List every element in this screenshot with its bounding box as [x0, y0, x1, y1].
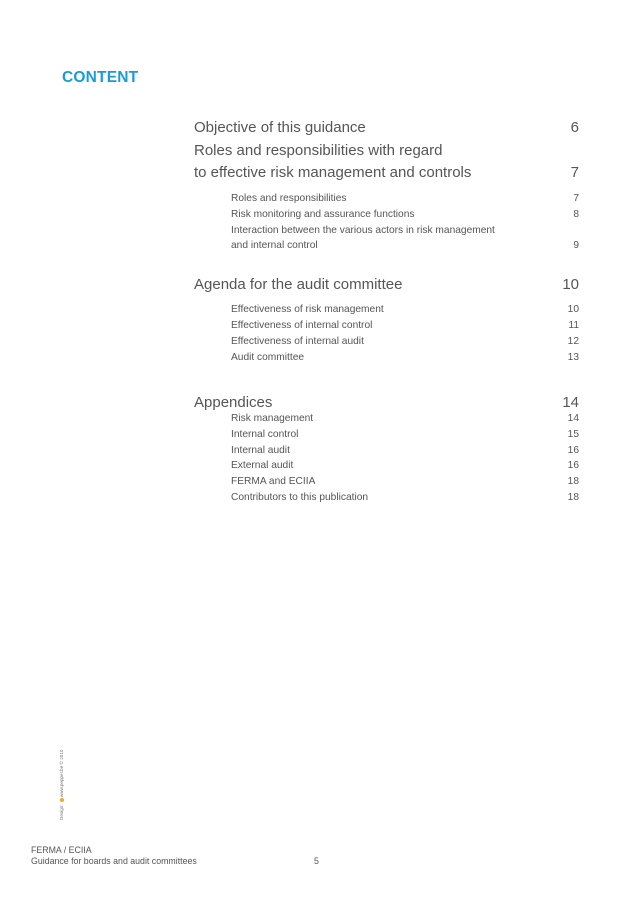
page-number: 5: [314, 856, 319, 866]
toc-entry-page: 14: [562, 394, 579, 411]
toc-subentry-page: 13: [567, 352, 579, 363]
design-credit-prefix: Design:: [59, 803, 64, 820]
toc-subentry-label: Audit committee: [231, 352, 305, 363]
toc-subentry-label: Contributors to this publication: [231, 492, 369, 503]
toc-entry-label: Appendices: [194, 394, 273, 411]
pepper-logo-icon: [60, 798, 64, 802]
toc-subentry-label: Risk management: [231, 413, 314, 424]
toc-subentry-label: Risk monitoring and assurance functions: [231, 209, 415, 220]
page-footer: [31, 845, 197, 867]
toc-subentry-label: External audit: [231, 460, 294, 471]
toc-subentry-page: 18: [567, 492, 579, 503]
toc-subentry-label: FERMA and ECIIA: [231, 476, 316, 487]
toc-subentry-page: 18: [567, 476, 579, 487]
toc-subentry-page: 16: [567, 460, 579, 471]
toc-subentry-page: 8: [573, 209, 579, 220]
toc-entry-label: Agenda for the audit committee: [194, 276, 403, 293]
toc-subentry-page: 12: [567, 336, 579, 347]
toc-subentry-page: 10: [567, 304, 579, 315]
toc-subentry-label: Internal audit: [231, 445, 290, 456]
toc-entry-label: Roles and responsibilities with regard: [194, 142, 443, 159]
footer-publication-title: Guidance for boards and audit committees: [31, 856, 197, 866]
page-title: CONTENT: [62, 69, 139, 86]
toc-subentry-label: Interaction between the various actors in risk management: [231, 225, 495, 236]
toc-entry-label: Objective of this guidance: [194, 119, 366, 136]
toc-subentry-label: Effectiveness of internal audit: [231, 336, 364, 347]
toc-subentry-page: 11: [568, 320, 579, 331]
toc-subentry-label: Effectiveness of risk management: [231, 304, 384, 315]
toc-subentry-page: 9: [573, 240, 579, 251]
toc-subentry-page: 16: [567, 445, 579, 456]
design-credit: [59, 750, 64, 820]
toc-subentry-label: Roles and responsibilities: [231, 193, 347, 204]
footer-organizations: FERMA / ECIIA: [31, 845, 92, 855]
toc-entry-page: 10: [562, 276, 579, 293]
toc-entry-page: 7: [570, 164, 579, 181]
toc-subentry-page: 14: [567, 413, 579, 424]
toc-subentry-page: 15: [567, 429, 579, 440]
toc-subentry-page: 7: [573, 193, 579, 204]
toc-subentry-label: Internal control: [231, 429, 299, 440]
toc-entry-page: 6: [570, 119, 579, 136]
toc-entry-label: to effective risk management and controls: [194, 164, 472, 181]
toc-subentry-label: Effectiveness of internal control: [231, 320, 373, 331]
toc-subentry-label: and internal control: [231, 240, 318, 251]
design-credit-site: www.pepper.be: [59, 765, 64, 798]
design-credit-year: © 2010: [59, 749, 64, 765]
